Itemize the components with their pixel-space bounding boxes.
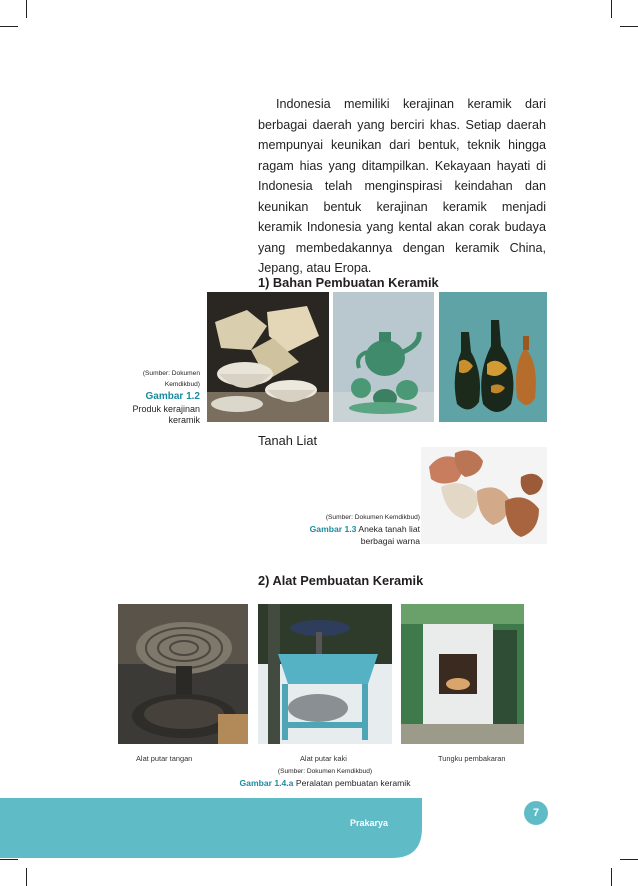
figure-1-2-source: (Sumber: Dokumen Kemdikbud) (142, 370, 200, 388)
page-number: 7 (524, 801, 548, 825)
crop-mark (0, 26, 18, 27)
crop-mark (26, 868, 27, 886)
crop-mark (0, 859, 18, 860)
intro-text: Indonesia memiliki kerajinan keramik dari berbagai daerah yang berciri khas. Setiap daerah mempunyai keunikan dari bentuk, teknik hingga ragam hias yang ditampilkan. Kekayaan hayati di Indonesia telah menginspirasi keindahan dan keunikan bentuk kerajinan keramik menjadi keramik Indonesia yang kental akan corak budaya yang membedakannya dengan keramik China, Jepang, atau Eropa. (258, 97, 546, 275)
photo-kiln (401, 604, 524, 744)
photo-hand-wheel (118, 604, 248, 744)
section-heading-materials: 1) Bahan Pembuatan Keramik (258, 275, 439, 290)
photo-kick-wheel (258, 604, 392, 744)
photo-painted-vases (439, 292, 547, 422)
photo-green-teapot-set (333, 292, 434, 422)
figure-1-2-caption (118, 368, 200, 426)
figure-1-4-label: Gambar 1.4.a (239, 778, 294, 788)
figure-1-3-source: (Sumber: Dokumen Kemdikbud) (325, 514, 420, 521)
tool-label-hand-wheel: Alat putar tangan (136, 754, 193, 763)
crop-mark (620, 859, 638, 860)
figure-1-4-caption (230, 766, 420, 789)
crop-mark (620, 26, 638, 27)
footer-band (0, 798, 422, 858)
figure-1-3-label: Gambar 1.3 (309, 524, 357, 534)
tool-label-kick-wheel: Alat putar kaki (300, 754, 347, 763)
tool-label-kiln: Tungku pembakaran (438, 754, 506, 763)
figure-1-2-text: Produk kerajinan keramik (132, 404, 200, 425)
crop-mark (611, 868, 612, 886)
section-heading-tools: 2) Alat Pembuatan Keramik (258, 573, 424, 588)
clay-heading: Tanah Liat (258, 433, 318, 448)
footer-book-title: Prakarya (350, 818, 389, 828)
figure-1-3-text: Aneka tanah liat berbagai warna (358, 524, 420, 546)
figure-1-4-source: (Sumber: Dokumen Kemdikbud) (277, 768, 373, 775)
photo-ceramic-bowls (207, 292, 329, 422)
crop-mark (611, 0, 612, 18)
photo-colored-clay (421, 447, 547, 544)
crop-mark (26, 0, 27, 18)
figure-1-4-text: Peralatan pembuatan keramik (295, 778, 411, 788)
figure-1-2-label: Gambar 1.2 (145, 391, 200, 402)
intro-paragraph (258, 94, 546, 279)
figure-1-3-caption (278, 512, 420, 547)
